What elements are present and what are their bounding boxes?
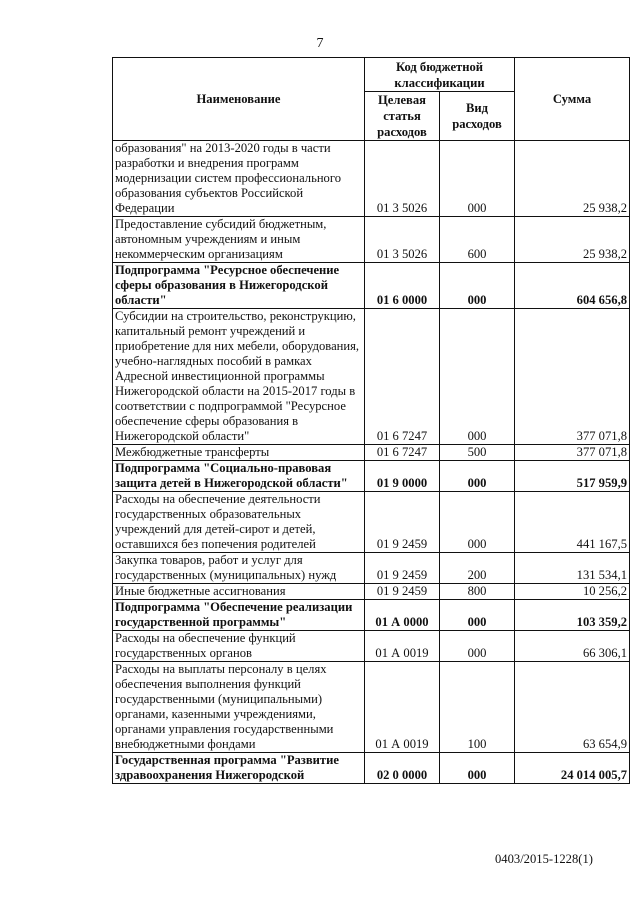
- row-expense-type: 000: [440, 461, 515, 492]
- row-expense-type: 000: [440, 753, 515, 784]
- row-sum: 131 534,1: [515, 553, 630, 584]
- row-target-article: 01 6 0000: [365, 263, 440, 309]
- row-name: образования" на 2013-2020 годы в части разработки и внедрения программ модернизации систем профессионального образования субъектов Российской Федерации: [113, 141, 365, 217]
- row-target-article: 01 9 0000: [365, 461, 440, 492]
- row-expense-type: 100: [440, 662, 515, 753]
- row-name: Расходы на выплаты персоналу в целях обеспечения выполнения функций государственными (муниципальными) органами, казенными учреждениями, органами управления государственными внебюджетными фондами: [113, 662, 365, 753]
- row-sum: 103 359,2: [515, 600, 630, 631]
- header-target-article: Целевая статья расходов: [365, 92, 440, 141]
- row-target-article: 01 3 5026: [365, 217, 440, 263]
- table-row: [113, 631, 630, 662]
- page-number: 7: [316, 36, 324, 51]
- row-target-article: 01 9 2459: [365, 492, 440, 553]
- row-name: Расходы на обеспечение функций государственных органов: [113, 631, 365, 662]
- row-expense-type: 000: [440, 309, 515, 445]
- header-budget-code: Код бюджетной классификации: [365, 58, 515, 92]
- table-row: [113, 753, 630, 784]
- row-sum: 604 656,8: [515, 263, 630, 309]
- row-target-article: 01 А 0019: [365, 662, 440, 753]
- header-sum: Сумма: [515, 58, 630, 141]
- row-sum: 517 959,9: [515, 461, 630, 492]
- row-target-article: 01 9 2459: [365, 584, 440, 600]
- row-name: Подпрограмма "Ресурсное обеспечение сферы образования в Нижегородской области": [113, 263, 365, 309]
- row-sum: 10 256,2: [515, 584, 630, 600]
- row-sum: 25 938,2: [515, 217, 630, 263]
- row-sum: 441 167,5: [515, 492, 630, 553]
- row-target-article: 01 6 7247: [365, 445, 440, 461]
- table-row: [113, 461, 630, 492]
- table-row: [113, 600, 630, 631]
- row-target-article: 01 А 0000: [365, 600, 440, 631]
- row-name: Подпрограмма "Социально-правовая защита детей в Нижегородской области": [113, 461, 365, 492]
- row-target-article: 01 9 2459: [365, 553, 440, 584]
- row-name: Государственная программа "Развитие здравоохранения Нижегородской: [113, 753, 365, 784]
- table-row: [113, 492, 630, 553]
- header-name: Наименование: [113, 58, 365, 141]
- row-target-article: 01 6 7247: [365, 309, 440, 445]
- row-target-article: 01 А 0019: [365, 631, 440, 662]
- row-sum: 377 071,8: [515, 309, 630, 445]
- table-row: [113, 141, 630, 217]
- budget-table: [112, 57, 630, 784]
- table-row: [113, 662, 630, 753]
- row-expense-type: 000: [440, 631, 515, 662]
- header-expense-type: Вид расходов: [440, 92, 515, 141]
- table-row: [113, 584, 630, 600]
- row-name: Предоставление субсидий бюджетным, автономным учреждениям и иным некоммерческим организациям: [113, 217, 365, 263]
- row-expense-type: 800: [440, 584, 515, 600]
- row-name: Подпрограмма "Обеспечение реализации государственной программы": [113, 600, 365, 631]
- row-name: Иные бюджетные ассигнования: [113, 584, 365, 600]
- row-sum: 25 938,2: [515, 141, 630, 217]
- row-name: Межбюджетные трансферты: [113, 445, 365, 461]
- table-body: [113, 141, 630, 784]
- row-name: Закупка товаров, работ и услуг для государственных (муниципальных) нужд: [113, 553, 365, 584]
- row-expense-type: 000: [440, 263, 515, 309]
- row-expense-type: 200: [440, 553, 515, 584]
- table-row: [113, 263, 630, 309]
- table-row: [113, 217, 630, 263]
- row-name: Расходы на обеспечение деятельности государственных образовательных учреждений для детей-сирот и детей, оставшихся без попечения родителей: [113, 492, 365, 553]
- row-expense-type: 600: [440, 217, 515, 263]
- table-row: [113, 445, 630, 461]
- row-expense-type: 000: [440, 141, 515, 217]
- row-sum: 377 071,8: [515, 445, 630, 461]
- row-sum: 66 306,1: [515, 631, 630, 662]
- row-sum: 24 014 005,7: [515, 753, 630, 784]
- row-expense-type: 500: [440, 445, 515, 461]
- row-name: Субсидии на строительство, реконструкцию, капитальный ремонт учреждений и приобретение для них мебели, оборудования, учебно-наглядных пособий в рамках Адресной инвестиционной программы Нижегородской области на 2015-2017 годы в соответствии с подпрограммой "Ресурсное обеспечение сферы образования в Нижегородской области": [113, 309, 365, 445]
- table-row: [113, 309, 630, 445]
- row-expense-type: 000: [440, 492, 515, 553]
- row-target-article: 01 3 5026: [365, 141, 440, 217]
- table-header: [113, 58, 630, 141]
- table-row: [113, 553, 630, 584]
- row-expense-type: 000: [440, 600, 515, 631]
- document-code: 0403/2015-1228(1): [495, 852, 593, 866]
- row-target-article: 02 0 0000: [365, 753, 440, 784]
- row-sum: 63 654,9: [515, 662, 630, 753]
